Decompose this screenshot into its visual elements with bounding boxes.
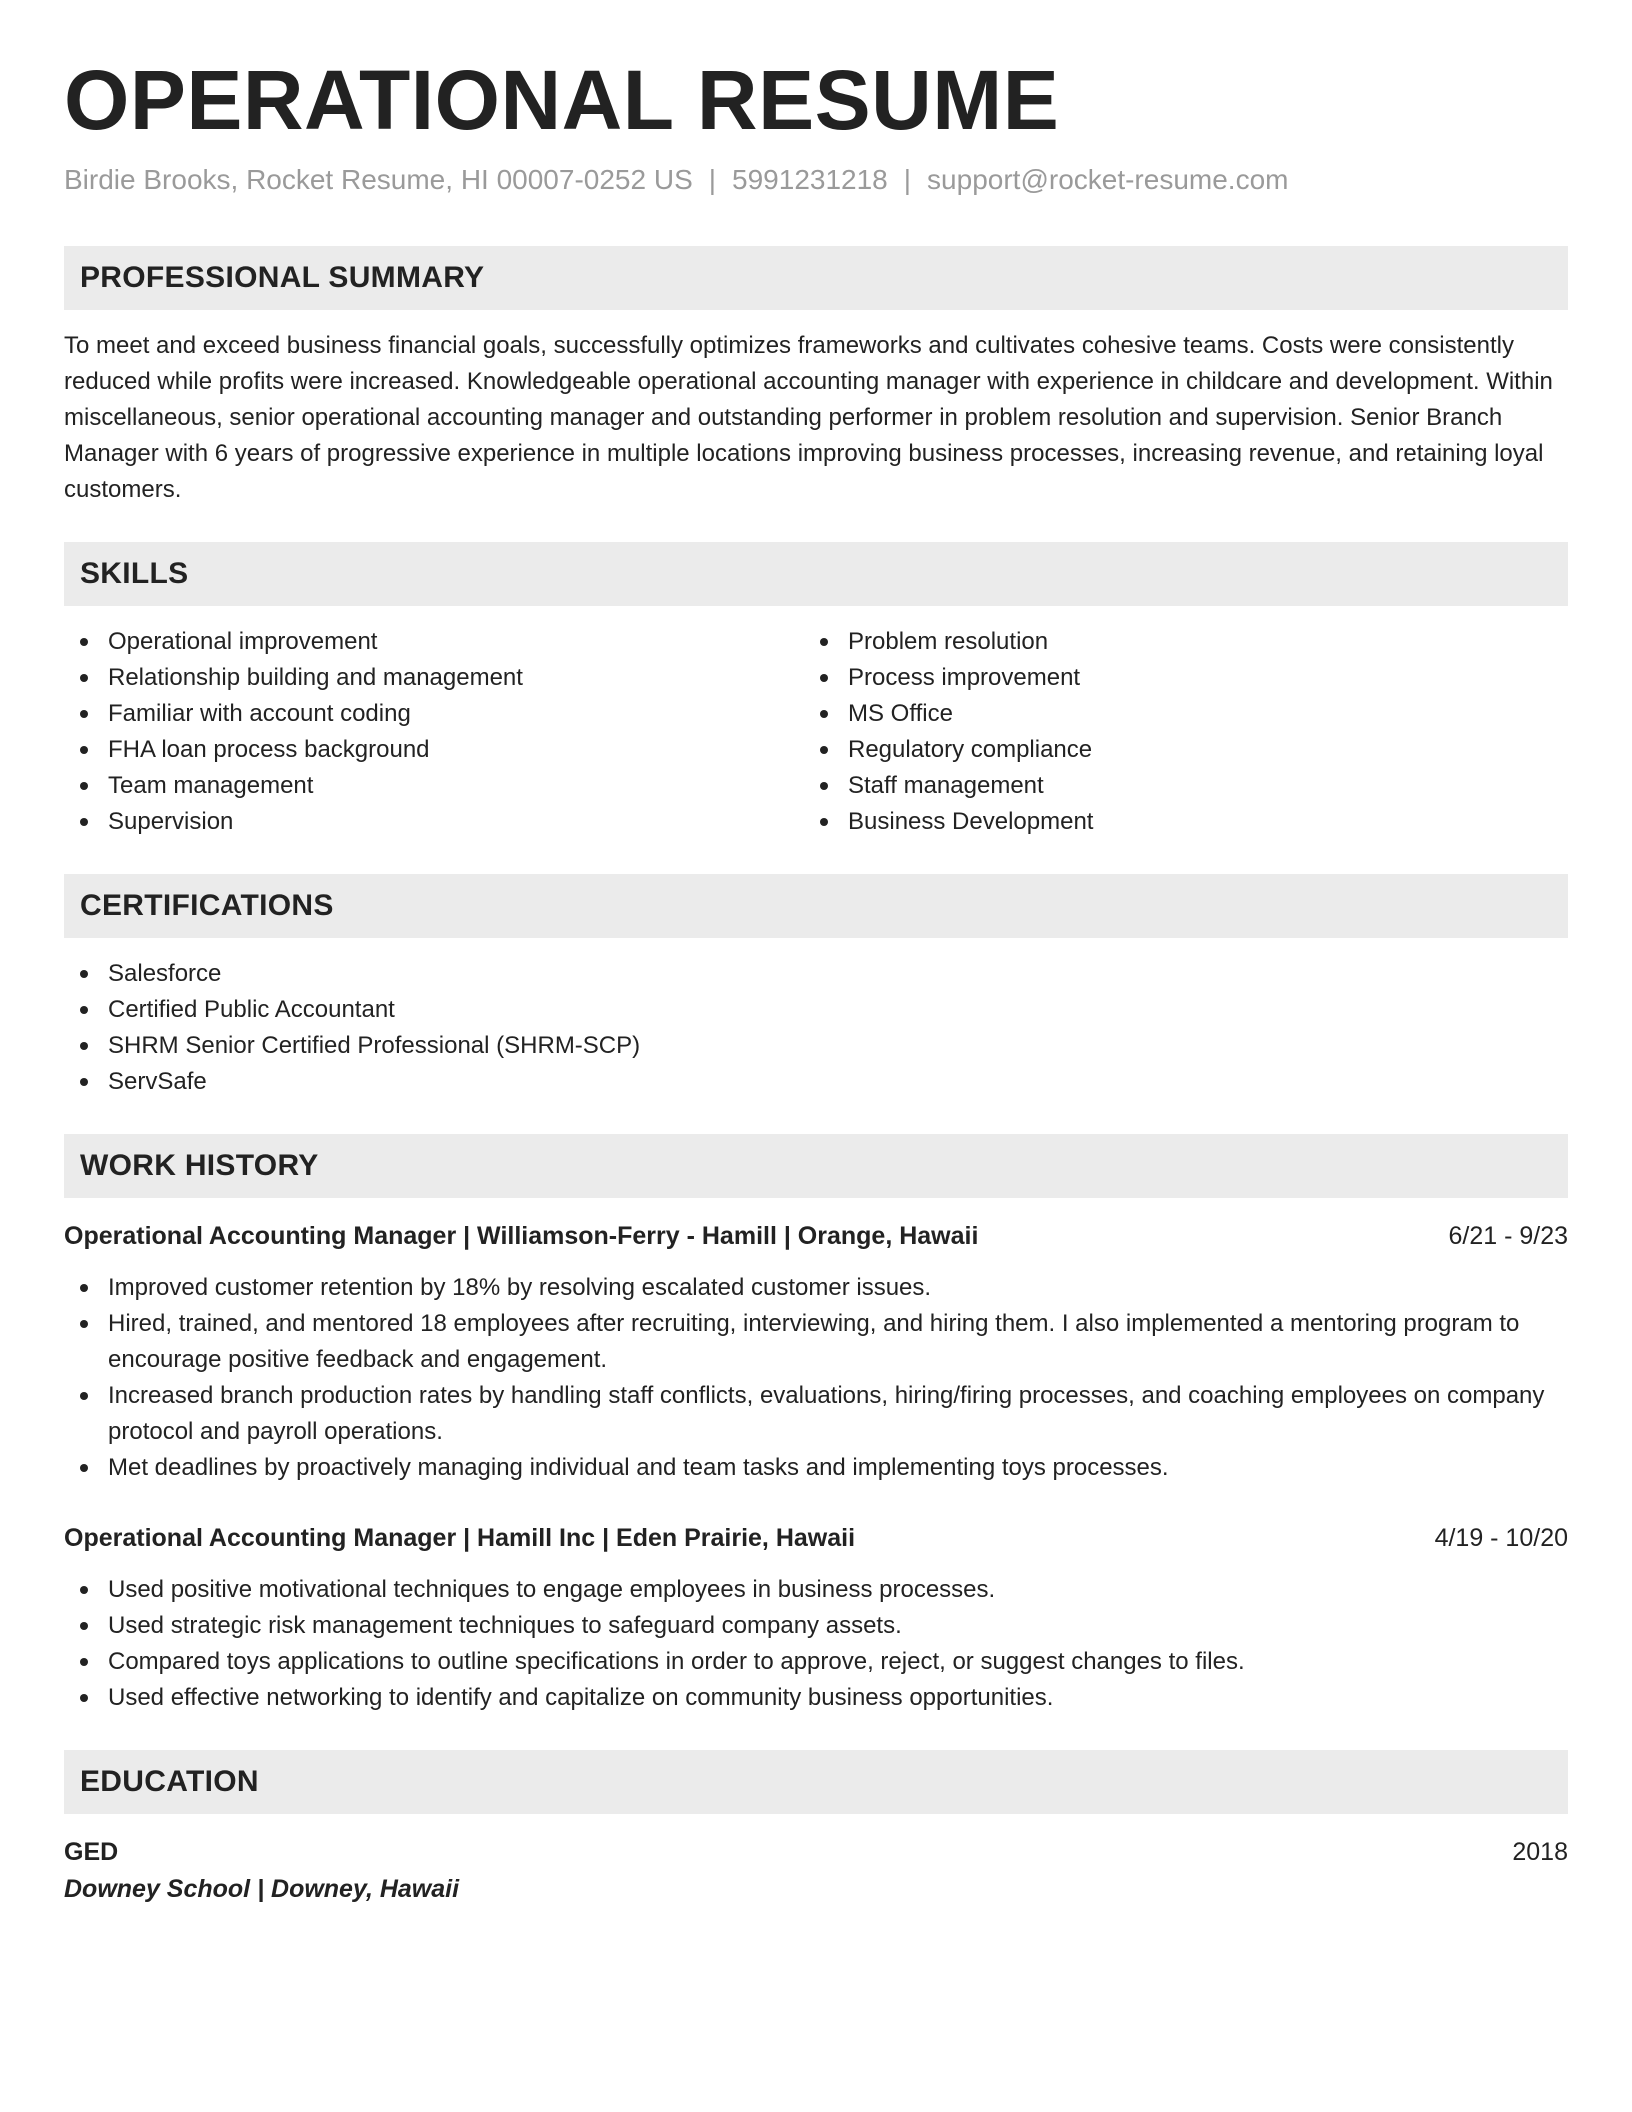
section-header — [64, 874, 1568, 938]
section-header — [64, 1750, 1568, 1814]
contact-email: support@rocket-resume.com — [927, 163, 1289, 195]
skill-item: FHA loan process background — [64, 732, 804, 768]
skill-item: Regulatory compliance — [804, 732, 1544, 768]
job-bullet: Met deadlines by proactively managing individual and team tasks and implementing toys processes. — [64, 1450, 1568, 1486]
certifications-list — [64, 956, 1568, 1100]
skills-section — [64, 542, 1568, 840]
page-title: OPERATIONAL RESUME — [64, 53, 1060, 147]
skill-item: Operational improvement — [64, 624, 804, 660]
education-degree: GED — [64, 1838, 119, 1867]
section-title: WORK HISTORY — [80, 1149, 319, 1183]
job-bullet: Hired, trained, and mentored 18 employees after recruiting, interviewing, and hiring them. I also implemented a mentoring program to encourage positive feedback and engagement. — [64, 1306, 1568, 1378]
job-bullet: Used strategic risk management techniques to safeguard company assets. — [64, 1608, 1568, 1644]
summary-section — [64, 246, 1568, 508]
job-bullets — [64, 1572, 1568, 1716]
skill-item: Familiar with account coding — [64, 696, 804, 732]
certification-item: Salesforce — [64, 956, 1568, 992]
skill-item: Staff management — [804, 768, 1544, 804]
job-dates: 6/21 - 9/23 — [1448, 1222, 1568, 1251]
contact-line — [64, 163, 1568, 197]
education-year: 2018 — [1512, 1838, 1568, 1867]
job-bullet: Used positive motivational techniques to engage employees in business processes. — [64, 1572, 1568, 1608]
section-title: CERTIFICATIONS — [80, 889, 334, 923]
job-bullet: Improved customer retention by 18% by resolving escalated customer issues. — [64, 1270, 1568, 1306]
skill-item: Business Development — [804, 804, 1544, 840]
skill-item: MS Office — [804, 696, 1544, 732]
education-section — [64, 1750, 1568, 1908]
contact-separator: | — [708, 163, 717, 195]
job-bullet: Increased branch production rates by handling staff conflicts, evaluations, hiring/firing processes, and coaching employees on company protocol and payroll operations. — [64, 1378, 1568, 1450]
skill-item: Team management — [64, 768, 804, 804]
skills-list-right — [804, 624, 1544, 840]
job-bullets — [64, 1270, 1568, 1486]
contact-separator: | — [903, 163, 912, 195]
contact-phone: 5991231218 — [732, 163, 888, 195]
skill-item: Supervision — [64, 804, 804, 840]
certifications-section — [64, 874, 1568, 1100]
skills-list-left — [64, 624, 804, 840]
certification-item: SHRM Senior Certified Professional (SHRM-SCP) — [64, 1028, 1568, 1064]
job-title: Operational Accounting Manager | Williamson-Ferry - Hamill | Orange, Hawaii — [64, 1222, 979, 1251]
certification-item: ServSafe — [64, 1064, 1568, 1100]
section-title: EDUCATION — [80, 1765, 259, 1799]
job-header — [64, 1520, 1568, 1556]
job-bullet: Compared toys applications to outline specifications in order to approve, reject, or suggest changes to files. — [64, 1644, 1568, 1680]
section-title: PROFESSIONAL SUMMARY — [80, 261, 485, 295]
skills-grid — [64, 624, 1568, 840]
job-bullet: Used effective networking to identify and capitalize on community business opportunities. — [64, 1680, 1568, 1716]
contact-address: Birdie Brooks, Rocket Resume, HI 00007-0252 US — [64, 163, 693, 195]
section-title: SKILLS — [80, 557, 189, 591]
work-history-section — [64, 1134, 1568, 1716]
job-header — [64, 1218, 1568, 1254]
skill-item: Problem resolution — [804, 624, 1544, 660]
section-header — [64, 246, 1568, 310]
education-header — [64, 1834, 1568, 1870]
job-entry — [64, 1520, 1568, 1716]
skill-item: Process improvement — [804, 660, 1544, 696]
section-header — [64, 1134, 1568, 1198]
education-school: Downey School | Downey, Hawaii — [64, 1875, 460, 1904]
job-title: Operational Accounting Manager | Hamill Inc | Eden Prairie, Hawaii — [64, 1524, 856, 1553]
job-entry — [64, 1218, 1568, 1486]
job-dates: 4/19 - 10/20 — [1434, 1524, 1568, 1553]
summary-text: To meet and exceed business financial goals, successfully optimizes frameworks and cultivates cohesive teams. Costs were consistently reduced while profits were increased. Knowledgeable operational accounting manager with experience in childcare and development. Within miscellaneous, senior operational accounting manager and outstanding performer in problem resolution and supervision. Senior Branch Manager with 6 years of progressive experience in multiple locations improving business processes, increasing revenue, and retaining loyal customers. — [64, 332, 1553, 504]
skill-item: Relationship building and management — [64, 660, 804, 696]
certification-item: Certified Public Accountant — [64, 992, 1568, 1028]
section-header — [64, 542, 1568, 606]
